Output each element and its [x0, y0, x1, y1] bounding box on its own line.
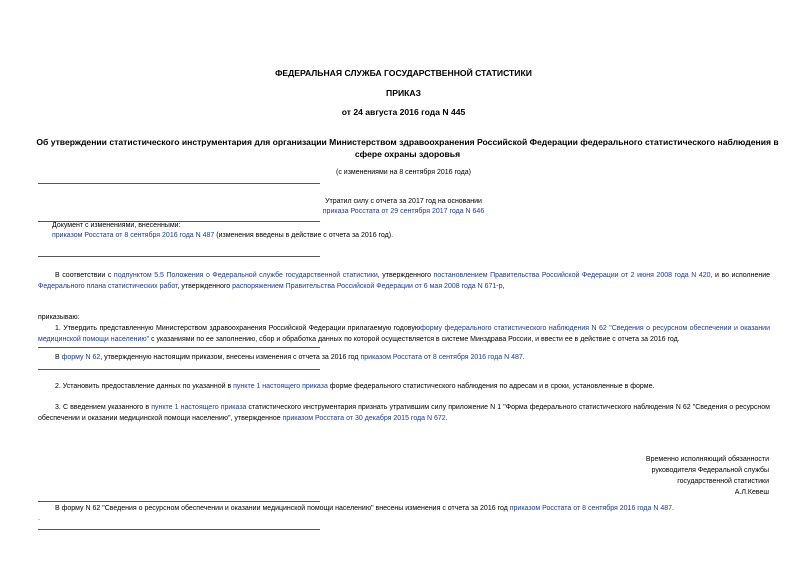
item-3-order-link[interactable]: приказом Росстата от 30 декабря 2015 года N 672	[282, 414, 446, 422]
item-3-text: 3. С введением указанного в	[55, 404, 152, 411]
agency-name: ФЕДЕРАЛЬНАЯ СЛУЖБА ГОСУДАРСТВЕННОЙ СТАТИСТИКИ	[275, 68, 532, 78]
lost-force-note	[0, 197, 807, 217]
item-2-text: форме федерального статистического наблюдения по адресам и в сроки, установленные в форме.	[327, 383, 655, 390]
item-2-text: 2. Установить предоставление данных по указанной в	[55, 383, 234, 390]
preamble-text: В соответствии с	[55, 272, 114, 279]
item-1-form-link[interactable]: форму федерального статистического наблюдения N 62 "Сведения о ресурсном обеспечении и оказании медицинской помощи населению"	[38, 325, 771, 343]
preamble-text: , и во исполнение	[710, 272, 771, 279]
note-1-form-link[interactable]: форму N 62	[61, 354, 101, 361]
item-1-text: 1. Утвердить представленную Министерством здравоохранения Российской Федерации прилагаемую годовую	[55, 325, 421, 332]
item-1-text: с указаниями по ее заполнению, сбор и обработка данных по которой осуществляется в системе Минздрава России, и ввести ее в действие с отчета за 2016 год.	[149, 335, 680, 343]
preamble-link-subclause[interactable]: подпунктом 5.5 Положения о Федеральной службе государственной статистики	[113, 272, 378, 279]
signature-line-1: Временно исполняющий обязанности	[645, 456, 769, 463]
divider	[38, 347, 320, 348]
note-1-text: .	[522, 354, 525, 361]
lost-force-text: Утратил силу с отчета за 2017 год на основании	[325, 198, 482, 205]
preamble-link-order[interactable]: распоряжением Правительства Российской Федерации от 6 мая 2008 года N 671-р	[232, 282, 503, 290]
divider	[38, 369, 320, 370]
amended-doc-link[interactable]: приказом Росстата от 8 сентября 2016 года N 487	[52, 232, 215, 239]
doc-date: от 24 августа 2016 года N 445	[341, 107, 466, 117]
item-3-text: .	[445, 414, 448, 422]
lost-force-link[interactable]: приказа Росстата от 29 сентября 2017 года N 646	[322, 208, 485, 215]
preamble-text: ,	[502, 282, 505, 290]
amended-doc-tail: (изменения введены в действие с отчета за 2016 год).	[214, 232, 394, 239]
trailing-dot: .	[38, 515, 40, 522]
note-1-text: , утвержденную настоящим приказом, внесены изменения с отчета за 2016 год	[100, 354, 361, 361]
doc-title: Об утверждении статистического инструментария для организации Министерством здравоохранения Российской Федерации федерального статистического наблюдения в сфере охраны здоровья	[36, 137, 779, 159]
signature-line-3: государственной статистики	[677, 478, 769, 485]
signature-name: А.Л.Кевеш	[734, 489, 769, 496]
item-2-clause-link[interactable]: пункте 1 настоящего приказа	[233, 383, 328, 390]
note-2	[55, 504, 770, 515]
item-3-text: статистического инструментария признать утратившим силу приложение N 1 "Форма федерального статистического наблюдения N 62 "Сведения о ресурсном обеспечении и оказании медицинской помощи населению", утвержденное	[38, 404, 770, 422]
amendments-note: (с изменениями на 8 сентября 2016 года)	[336, 169, 471, 176]
note-2-text: В форму N 62 "Сведения о ресурсном обеспечении и оказании медицинской помощи населению" внесены изменения с отчета за 2016 год	[55, 505, 510, 512]
divider	[38, 256, 320, 257]
item-2-paragraph	[38, 382, 770, 393]
item-1-paragraph	[38, 324, 770, 345]
note-2-order-link[interactable]: приказом Росстата от 8 сентября 2016 года N 487	[509, 505, 673, 512]
note-1	[55, 353, 770, 364]
order-word: приказываю:	[38, 314, 80, 321]
preamble-link-plan[interactable]: Федерального плана статистических работ	[38, 282, 178, 290]
item-3-paragraph	[38, 403, 770, 424]
preamble-text: , утвержденного	[377, 272, 434, 279]
note-1-text: В	[55, 354, 62, 361]
amended-doc-note	[52, 221, 772, 241]
divider	[38, 501, 320, 502]
divider	[38, 529, 320, 530]
doc-type: ПРИКАЗ	[386, 88, 421, 98]
preamble-link-resolution[interactable]: постановлением Правительства Российской Федерации от 2 июня 2008 года N 420	[433, 272, 711, 279]
note-1-order-link[interactable]: приказом Росстата от 8 сентября 2016 года N 487	[360, 354, 523, 361]
divider	[38, 183, 320, 184]
preamble-text: , утвержденного	[177, 282, 233, 290]
signature-line-2: руководителя Федеральной службы	[651, 467, 769, 474]
preamble-paragraph	[38, 271, 770, 292]
note-2-text: .	[672, 505, 674, 512]
amended-doc-label: Документ с изменениями, внесенными:	[52, 222, 181, 229]
signature-block	[646, 454, 769, 498]
item-3-clause-link[interactable]: пункте 1 настоящего приказа	[151, 404, 247, 411]
